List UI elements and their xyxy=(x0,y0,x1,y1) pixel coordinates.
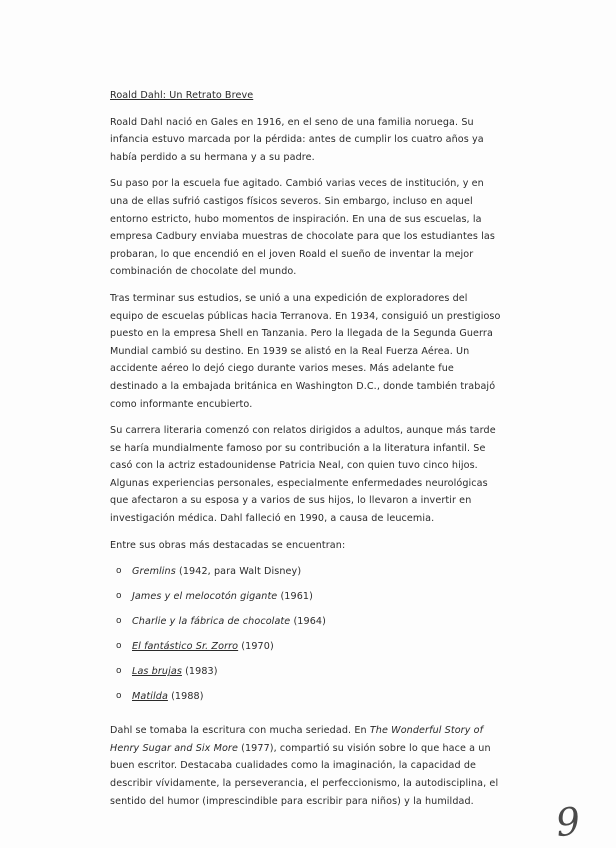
handwritten-page-number: 9 xyxy=(553,798,583,846)
list-item xyxy=(110,688,502,713)
list-item xyxy=(110,588,502,613)
list-item xyxy=(110,663,502,688)
list-item xyxy=(110,638,502,663)
work-detail: (1970) xyxy=(238,641,274,653)
paragraph-childhood: Roald Dahl nació en Gales en 1916, en el seno de una familia noruega. Su infancia estuvo marcada por la pérdida: antes de cumplir los cuatro años ya había perdido a su hermana y a su padre. xyxy=(110,116,484,163)
bullet-icon: o xyxy=(116,641,122,652)
document-title: Roald Dahl: Un Retrato Breve xyxy=(110,90,254,101)
work-detail: (1988) xyxy=(167,691,204,703)
list-item xyxy=(110,563,502,588)
bullet-icon: o xyxy=(116,591,122,602)
bullet-icon: o xyxy=(116,566,122,577)
document-body xyxy=(110,87,502,819)
work-title: Las brujas xyxy=(132,666,182,678)
list-item xyxy=(110,613,502,638)
paragraph-literary-career: Su carrera literaria comenzó con relatos dirigidos a adultos, aunque más tarde se haría mundialmente famoso por su contribución a la literatura infantil. Se casó con la actriz estadounidense Patricia Neal, con quien tuvo cinco hijos. Algunas experiencias personales, especialmente enfermedades neurológicas que afectaron a su esposa y a varios de sus hijos, lo llevaron a invertir en investigación médica. Dahl falleció en 1990, a causa de leucemia. xyxy=(110,425,496,525)
work-title: Charlie y la fábrica de chocolate xyxy=(132,616,291,628)
work-detail: (1961) xyxy=(277,591,313,603)
work-detail: (1964) xyxy=(290,616,326,628)
bullet-icon: o xyxy=(116,666,122,677)
work-detail: (1983) xyxy=(181,666,218,678)
work-title: Gremlins xyxy=(132,566,176,578)
closing-book-title: The Wonderful Story of Henry Sugar and Six More xyxy=(110,725,484,754)
work-detail: (1942, para Walt Disney) xyxy=(175,566,302,578)
paragraph-school: Su paso por la escuela fue agitado. Cambió varias veces de institución, y en una de ellas sufrió castigos físicos severos. Sin embargo, incluso en aquel entorno estricto, hubo momentos de inspiración. En una de sus escuelas, la empresa Cadbury enviaba muestras de chocolate para que los estudiantes las probaran, lo que encendió en el joven Roald el sueño de inventar la mejor combinación de chocolate del mundo. xyxy=(110,178,495,278)
works-intro: Entre sus obras más destacadas se encuentran: xyxy=(110,539,346,551)
paragraph-career: Tras terminar sus estudios, se unió a una expedición de exploradores del equipo de escuelas públicas hacia Terranova. En 1934, consiguió un prestigioso puesto en la empresa Shell en Tanzania. Pero la llegada de la Segunda Guerra Mundial cambió su destino. En 1939 se alistó en la Real Fuerza Aérea. Un accidente aéreo lo dejó ciego durante varios meses. Más adelante fue destinado a la embajada británica en Washington D.C., donde también trabajó como informante encubierto. xyxy=(110,292,501,410)
bullet-icon: o xyxy=(116,691,122,702)
paragraph-closing xyxy=(110,722,502,810)
work-title: El fantástico Sr. Zorro xyxy=(132,641,239,653)
work-title: James y el melocotón gigante xyxy=(132,591,278,603)
works-list xyxy=(110,563,502,713)
work-title: Matilda xyxy=(132,691,168,703)
closing-text-before: Dahl se tomaba la escritura con mucha seriedad. En xyxy=(110,725,370,737)
bullet-icon: o xyxy=(116,616,122,627)
closing-text-after: (1977), compartió su visión sobre lo que hace a un buen escritor. Destacaba cualidades como la imaginación, la capacidad de describir vívidamente, la perseverancia, el perfeccionismo, la autodisciplina, el sentido del humor (imprescindible para escribir para niños) y la humildad. xyxy=(110,742,499,807)
